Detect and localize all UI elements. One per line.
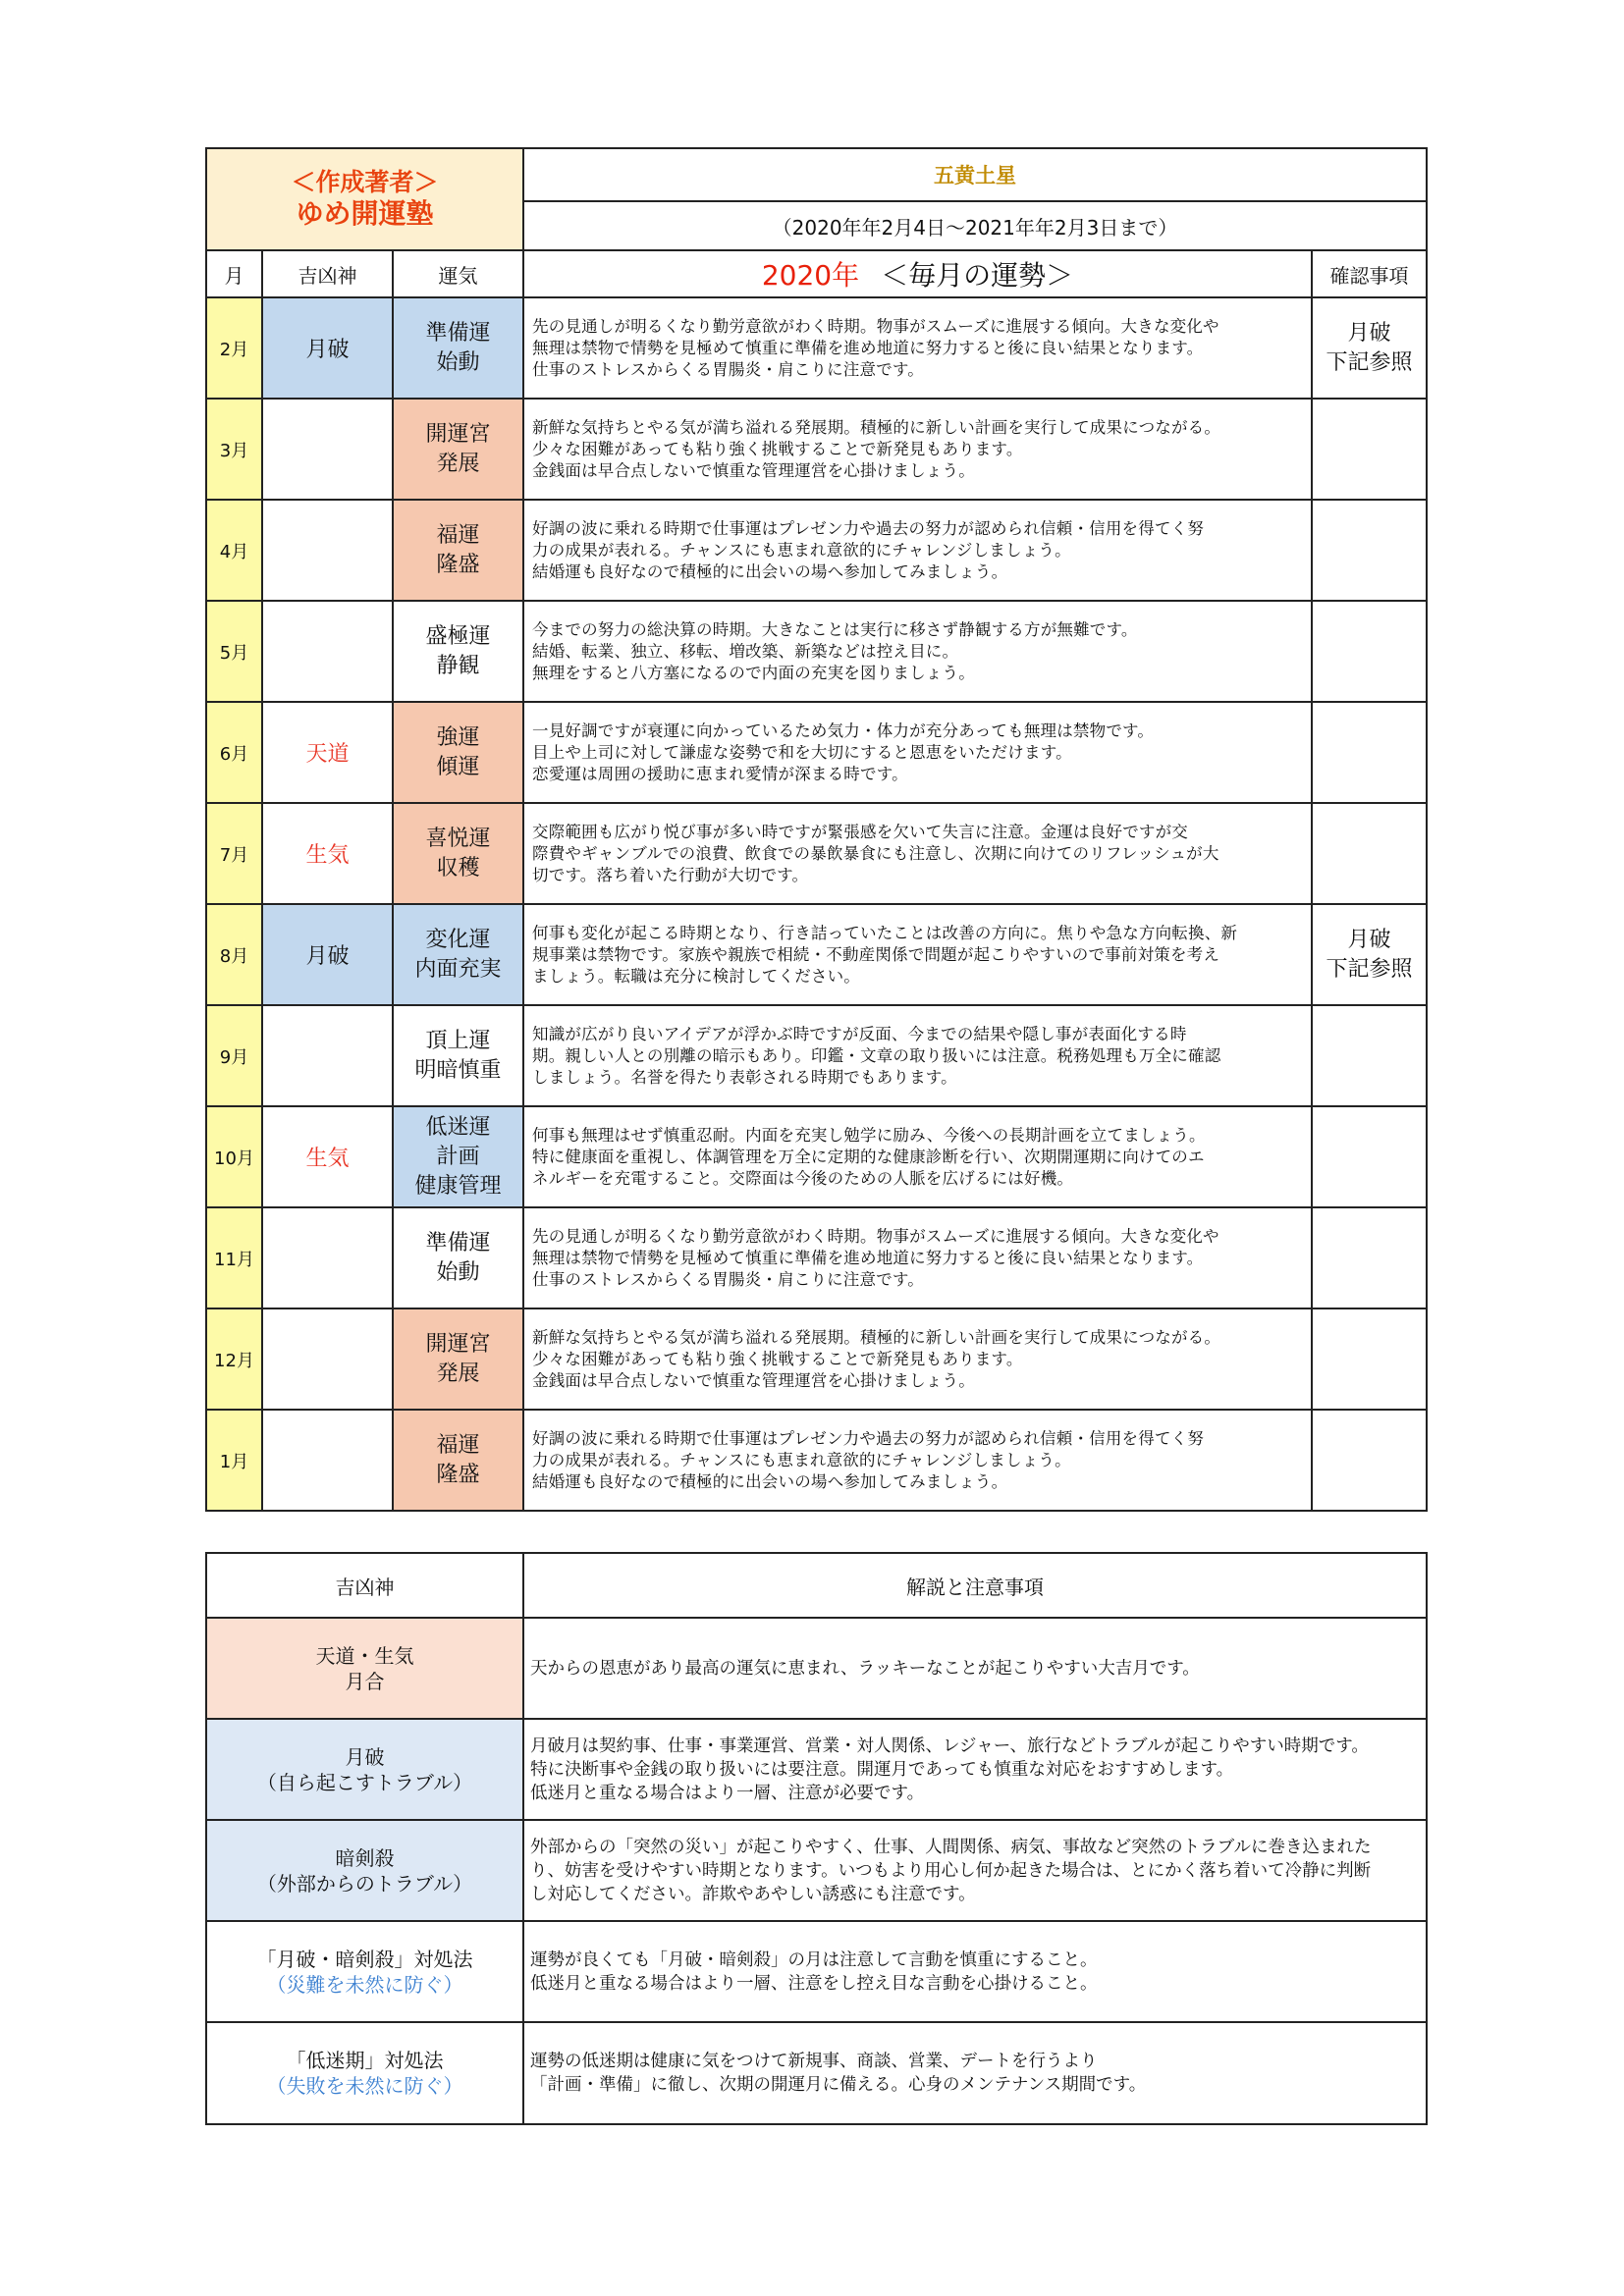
kichikyoushin-cell: 月破 <box>262 904 393 1005</box>
unki-line: 変化運 <box>425 927 491 952</box>
fortune-desc-line: しましょう。名誉を得たり表彰される時期でもあります。 <box>532 1067 957 1087</box>
unki-line: 傾運 <box>436 754 480 779</box>
legend-name-line: （外部からのトラブル） <box>256 1871 473 1896</box>
legend-row <box>206 1618 1427 1719</box>
kichikyoushin-cell <box>262 1308 393 1410</box>
kichikyoushin-cell: 生気 <box>262 803 393 904</box>
legend-name-cell <box>206 1921 523 2022</box>
fortune-desc-line: 何事も無理はせず慎重忍耐。内面を充実し勉学に励み、今後への長期計画を立てましょう。 <box>532 1125 1206 1145</box>
unki-line: 健康管理 <box>414 1173 502 1199</box>
kichikyoushin-cell <box>262 500 393 601</box>
legend-name-line: 暗剣殺 <box>335 1845 395 1870</box>
check-cell <box>1312 1106 1427 1207</box>
check-line: 下記参照 <box>1326 349 1413 375</box>
fortune-desc-line: 交際範囲も広がり悦び事が多い時ですが緊張感を欠いて失言に注意。金運は良好ですが交 <box>532 822 1188 841</box>
month-row <box>206 1106 1427 1207</box>
check-cell <box>1312 399 1427 500</box>
unki-line: 頂上運 <box>425 1028 491 1053</box>
unki-cell <box>393 1410 523 1511</box>
check-line: 月破 <box>1347 927 1391 952</box>
fortune-desc-line: 先の見通しが明るくなり勤労意欲がわく時期。物事がスムーズに進展する傾向。大きな変化や <box>532 316 1219 336</box>
unki-line: 福運 <box>436 522 480 548</box>
unki-line: 開運宮 <box>425 1331 491 1357</box>
fortune-desc-cell <box>523 1106 1312 1207</box>
legend-desc-line: 低迷月と重なる場合はより一層、注意が必要です。 <box>530 1783 925 1803</box>
legend-desc-cell <box>523 2022 1427 2124</box>
check-cell <box>1312 1410 1427 1511</box>
legend-desc-line: 特に決断事や金銭の取り扱いには要注意。開運月であっても慎重な対応をおすすめします。 <box>530 1759 1234 1780</box>
fortune-desc-line: 無理は禁物で情勢を見極めて慎重に準備を進め地道に努力すると後に良い結果となります。 <box>532 1248 1204 1267</box>
unki-cell <box>393 500 523 601</box>
month-row <box>206 803 1427 904</box>
check-cell <box>1312 601 1427 702</box>
unki-line: 強運 <box>436 724 480 750</box>
month-cell: 6月 <box>206 702 262 803</box>
legend-desc-cell <box>523 1719 1427 1820</box>
title-year: 2020年 <box>761 259 860 292</box>
month-cell: 11月 <box>206 1207 262 1308</box>
legend-name-sub: （失敗を未然に防ぐ） <box>266 2074 463 2098</box>
fortune-desc-line: 規事業は禁物です。家族や親族で相続・不動産関係で問題が起こりやすいので事前対策を考え <box>532 944 1220 964</box>
legend-desc-line: 運勢が良くても「月破・暗剣殺」の月は注意して言動を慎重にすること。 <box>530 1949 1098 1970</box>
unki-cell <box>393 702 523 803</box>
fortune-desc-line: 仕事のストレスからくる胃腸炎・肩こりに注意です。 <box>532 359 924 379</box>
unki-line: 準備運 <box>425 320 491 346</box>
month-row <box>206 399 1427 500</box>
month-cell: 10月 <box>206 1106 262 1207</box>
unki-line: 明暗慎重 <box>414 1057 502 1083</box>
unki-line: 福運 <box>436 1432 480 1458</box>
unki-cell <box>393 803 523 904</box>
month-row <box>206 1410 1427 1511</box>
unki-cell <box>393 904 523 1005</box>
check-cell <box>1312 1207 1427 1308</box>
month-cell: 2月 <box>206 297 262 399</box>
month-cell: 3月 <box>206 399 262 500</box>
unki-line: 内面充実 <box>414 956 502 982</box>
unki-line: 隆盛 <box>436 552 480 577</box>
unki-cell <box>393 1106 523 1207</box>
check-cell <box>1312 297 1427 399</box>
legend-name-line: 「月破・暗剣殺」対処法 <box>256 1947 473 1971</box>
check-cell <box>1312 702 1427 803</box>
fortune-desc-line: 恋愛運は周囲の援助に恵まれ愛情が深まる時です。 <box>532 764 908 783</box>
fortune-desc-cell <box>523 1308 1312 1410</box>
month-cell: 7月 <box>206 803 262 904</box>
fortune-desc-cell <box>523 297 1312 399</box>
month-row <box>206 1308 1427 1410</box>
fortune-desc-line: 少々な困難があっても粘り強く挑戦することで新発見もあります。 <box>532 1349 1023 1368</box>
unki-line: 静観 <box>436 653 480 678</box>
check-line: 下記参照 <box>1326 956 1413 982</box>
legend-table <box>205 1552 1428 2125</box>
col-header-check: 確認事項 <box>1312 250 1427 297</box>
month-row <box>206 297 1427 399</box>
fortune-desc-line: 切です。落ち着いた行動が大切です。 <box>532 865 809 884</box>
fortune-desc-cell <box>523 803 1312 904</box>
month-cell: 12月 <box>206 1308 262 1410</box>
fortune-desc-line: 何事も変化が起こる時期となり、行き詰っていたことは改善の方向に。焦りや急な方向転換、新 <box>532 923 1238 942</box>
legend-row <box>206 1921 1427 2022</box>
fortune-desc-line: 好調の波に乗れる時期で仕事運はプレゼン力や過去の努力が認められ信頼・信用を得てく努 <box>532 1428 1205 1448</box>
fortune-desc-cell <box>523 399 1312 500</box>
author-name: ゆめ開運塾 <box>296 197 434 230</box>
check-cell <box>1312 1005 1427 1106</box>
legend-name-line: 天道・生気 <box>315 1643 414 1668</box>
fortune-desc-line: 力の成果が表れる。チャンスにも恵まれ意欲的にチャレンジしましょう。 <box>532 1450 1071 1469</box>
legend-desc-line: 天からの恩恵があり最高の運気に恵まれ、ラッキーなことが起こりやすい大吉月です。 <box>530 1658 1200 1679</box>
unki-cell <box>393 399 523 500</box>
col-header-kichikyoushin: 吉凶神 <box>262 250 393 297</box>
check-line: 月破 <box>1347 320 1391 346</box>
legend-row <box>206 1719 1427 1820</box>
fortune-desc-cell <box>523 601 1312 702</box>
legend-desc-line: 外部からの「突然の災い」が起こりやすく、仕事、人間関係、病気、事故など突然のトラブルに巻き込まれた <box>530 1837 1372 1857</box>
month-row <box>206 904 1427 1005</box>
unki-cell <box>393 1005 523 1106</box>
check-cell <box>1312 1308 1427 1410</box>
unki-cell <box>393 601 523 702</box>
kichikyoushin-cell: 生気 <box>262 1106 393 1207</box>
month-row <box>206 1207 1427 1308</box>
legend-name-line: 月破 <box>345 1744 385 1769</box>
star-name: 五黄土星 <box>523 148 1427 201</box>
kichikyoushin-cell <box>262 1207 393 1308</box>
legend-desc-line: り、妨害を受けやすい時期となります。いつもより用心し何か起きた場合は、とにかく落ち着いて冷静に判断 <box>530 1860 1372 1881</box>
unki-line: 低迷運 <box>425 1114 491 1140</box>
fortune-desc-line: 好調の波に乗れる時期で仕事運はプレゼン力や過去の努力が認められ信頼・信用を得てく努 <box>532 518 1205 538</box>
author-label: ＜作成著者＞ <box>291 168 439 196</box>
legend-desc-line: 「計画・準備」に徹し、次期の開運月に備える。心身のメンテナンス期間です。 <box>530 2075 1147 2095</box>
kichikyoushin-cell <box>262 1005 393 1106</box>
legend-desc-cell <box>523 1820 1427 1921</box>
fortune-desc-cell <box>523 1410 1312 1511</box>
month-row <box>206 601 1427 702</box>
legend-header-name: 吉凶神 <box>206 1553 523 1618</box>
col-header-unki: 運気 <box>393 250 523 297</box>
fortune-desc-line: 金銭面は早合点しないで慎重な管理運営を心掛けましょう。 <box>532 460 975 480</box>
kichikyoushin-cell <box>262 1410 393 1511</box>
unki-line: 収穫 <box>436 855 480 881</box>
period-text: （2020年年2月4日～2021年年2月3日まで） <box>523 201 1427 250</box>
author-cell <box>206 148 523 250</box>
fortune-desc-cell <box>523 1005 1312 1106</box>
fortune-desc-line: 力の成果が表れる。チャンスにも恵まれ意欲的にチャレンジしましょう。 <box>532 540 1071 560</box>
legend-desc-line: 月破月は契約事、仕事・事業運営、営業・対人関係、レジャー、旅行などトラブルが起こりやすい時期です。 <box>530 1735 1369 1756</box>
legend-row <box>206 1820 1427 1921</box>
kichikyoushin-cell <box>262 399 393 500</box>
legend-name-line: （自ら起こすトラブル） <box>256 1770 473 1794</box>
unki-cell <box>393 1308 523 1410</box>
fortune-desc-line: ましょう。転職は充分に検討してください。 <box>532 966 860 986</box>
month-cell: 5月 <box>206 601 262 702</box>
fortune-desc-line: 目上や上司に対して謙虚な姿勢で和を大切にすると恩恵をいただけます。 <box>532 742 1072 762</box>
fortune-desc-cell <box>523 500 1312 601</box>
fortune-desc-line: 一見好調ですが衰運に向かっているため気力・体力が充分あっても無理は禁物です。 <box>532 721 1155 740</box>
fortune-desc-line: 結婚運も良好なので積極的に出会いの場へ参加してみましょう。 <box>532 1471 1008 1491</box>
fortune-desc-line: 期。親しい人との別離の暗示もあり。印鑑・文章の取り扱いには注意。税務処理も万全に確認 <box>532 1045 1221 1065</box>
fortune-desc-line: 知識が広がり良いアイデアが浮かぶ時ですが反面、今までの結果や隠し事が表面化する時 <box>532 1024 1187 1043</box>
legend-name-cell <box>206 1719 523 1820</box>
month-row <box>206 702 1427 803</box>
fortune-desc-line: ネルギーを充電すること。交際面は今後のための人脈を広げるには好機。 <box>532 1168 1074 1188</box>
month-cell: 4月 <box>206 500 262 601</box>
legend-desc-line: 低迷月と重なる場合はより一層、注意をし控え目な言動を心掛けること。 <box>530 1973 1098 1994</box>
unki-line: 発展 <box>436 1361 480 1386</box>
fortune-desc-cell <box>523 904 1312 1005</box>
monthly-fortune-table <box>205 147 1428 1512</box>
legend-header-desc: 解説と注意事項 <box>523 1553 1427 1618</box>
legend-desc-line: 運勢の低迷期は健康に気をつけて新規事、商談、営業、デートを行うより <box>530 2052 1098 2071</box>
title-sub: ＜毎月の運勢＞ <box>881 259 1074 292</box>
check-cell <box>1312 904 1427 1005</box>
check-cell <box>1312 500 1427 601</box>
fortune-desc-line: 結婚、転業、独立、移転、増改築、新築などは控え目に。 <box>532 641 959 661</box>
legend-name-line: 「低迷期」対処法 <box>286 2049 444 2072</box>
fortune-desc-line: 無理をすると八方塞になるので内面の充実を図りましょう。 <box>532 663 975 682</box>
fortune-desc-line: 少々な困難があっても粘り強く挑戦することで新発見もあります。 <box>532 439 1023 458</box>
unki-line: 始動 <box>436 349 480 375</box>
month-cell: 8月 <box>206 904 262 1005</box>
fortune-desc-line: 金銭面は早合点しないで慎重な管理運営を心掛けましょう。 <box>532 1370 975 1390</box>
month-row <box>206 500 1427 601</box>
unki-cell <box>393 297 523 399</box>
fortune-desc-cell <box>523 1207 1312 1308</box>
fortune-desc-line: 無理は禁物で情勢を見極めて慎重に準備を進め地道に努力すると後に良い結果となります。 <box>532 338 1204 357</box>
unki-line: 喜悦運 <box>425 826 491 851</box>
fortune-desc-line: 新鮮な気持ちとやる気が満ち溢れる発展期。積極的に新しい計画を実行して成果につながる。 <box>532 417 1221 437</box>
unki-line: 発展 <box>436 451 480 476</box>
kichikyoushin-cell <box>262 601 393 702</box>
unki-line: 計画 <box>436 1144 480 1169</box>
unki-line: 準備運 <box>425 1230 491 1255</box>
legend-name-cell <box>206 1820 523 1921</box>
legend-row <box>206 2022 1427 2124</box>
unki-line: 隆盛 <box>436 1462 480 1487</box>
kichikyoushin-cell: 天道 <box>262 702 393 803</box>
fortune-desc-line: 先の見通しが明るくなり勤労意欲がわく時期。物事がスムーズに進展する傾向。大きな変化や <box>532 1226 1219 1246</box>
unki-line: 開運宮 <box>425 421 491 447</box>
fortune-desc-line: 結婚運も良好なので積極的に出会いの場へ参加してみましょう。 <box>532 561 1008 581</box>
month-cell: 1月 <box>206 1410 262 1511</box>
fortune-desc-cell <box>523 702 1312 803</box>
table-title <box>523 250 1312 297</box>
check-cell <box>1312 803 1427 904</box>
month-row <box>206 1005 1427 1106</box>
fortune-desc-line: 仕事のストレスからくる胃腸炎・肩こりに注意です。 <box>532 1269 924 1289</box>
legend-desc-cell <box>523 1921 1427 2022</box>
month-cell: 9月 <box>206 1005 262 1106</box>
legend-name-line: 月合 <box>345 1669 385 1693</box>
unki-cell <box>393 1207 523 1308</box>
fortune-desc-line: 今までの努力の総決算の時期。大きなことは実行に移さず静観する方が無難です。 <box>532 619 1138 639</box>
legend-name-sub: （災難を未然に防ぐ） <box>266 1972 463 1997</box>
legend-name-cell <box>206 1618 523 1719</box>
unki-line: 盛極運 <box>425 623 491 649</box>
kichikyoushin-cell: 月破 <box>262 297 393 399</box>
legend-name-cell <box>206 2022 523 2124</box>
fortune-desc-line: 新鮮な気持ちとやる気が満ち溢れる発展期。積極的に新しい計画を実行して成果につながる。 <box>532 1327 1221 1347</box>
col-header-month: 月 <box>206 250 262 297</box>
legend-desc-line: し対応してください。詐欺やあやしい誘惑にも注意です。 <box>530 1884 976 1904</box>
unki-line: 始動 <box>436 1259 480 1285</box>
fortune-desc-line: 際費やギャンブルでの浪費、飲食での暴飲暴食にも注意し、次期に向けてのリフレッシュが大 <box>532 843 1219 863</box>
legend-desc-cell <box>523 1618 1427 1719</box>
fortune-desc-line: 特に健康面を重視し、体調管理を万全に定期的な健康診断を行い、次期開運期に向けてのエ <box>532 1147 1205 1166</box>
